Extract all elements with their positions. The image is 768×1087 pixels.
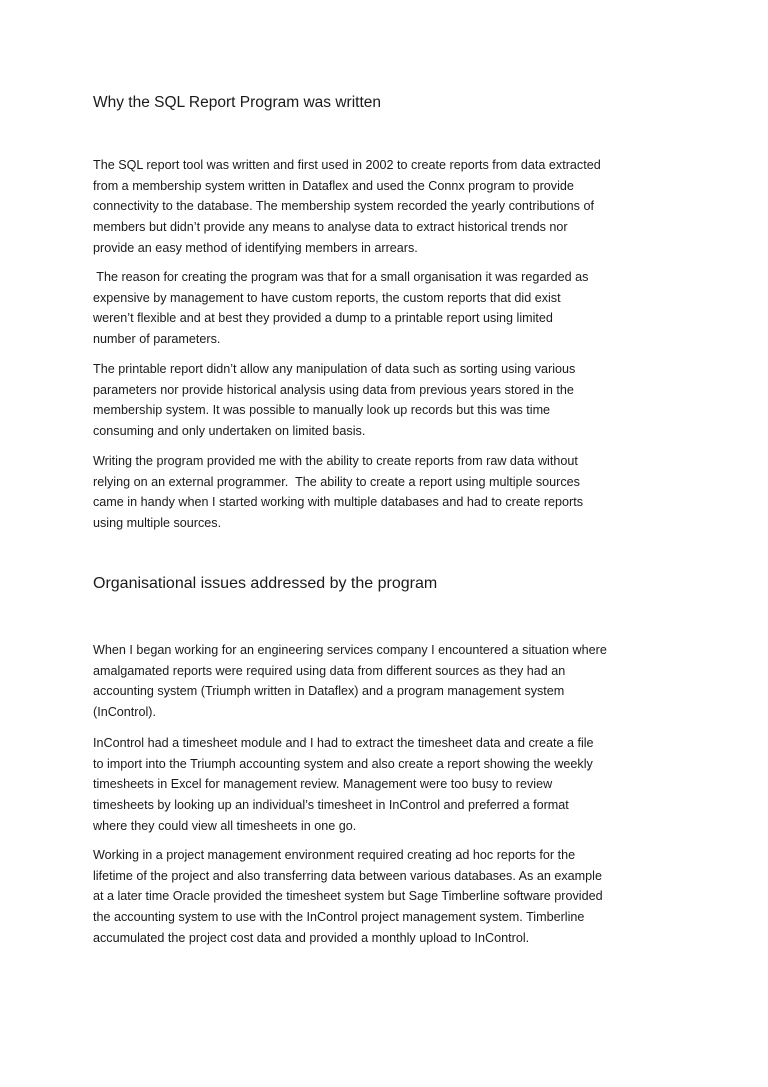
- text-line: accounting system (Triumph written in Dataflex) and a program management system: [93, 684, 565, 699]
- text-line: membership system. It was possible to manually look up records but this was time: [93, 403, 551, 418]
- text-line: members but didn’t provide any means to analyse data to extract historical trends nor: [93, 220, 568, 235]
- text-line: The reason for creating the program was that for a small organisation it was regarded as: [93, 270, 589, 284]
- text-line: accumulated the project cost data and provided a monthly upload to InControl.: [93, 930, 530, 945]
- paragraph-s1-p3: [93, 359, 683, 442]
- text-line: Writing the program provided me with the ability to create reports from raw data without: [93, 454, 578, 468]
- section-heading-organisational: Organisational issues addressed by the program: [93, 575, 438, 592]
- text-line: using multiple sources.: [93, 516, 222, 531]
- text-line: where they could view all timesheets in one go.: [93, 818, 357, 833]
- text-line: The printable report didn’t allow any manipulation of data such as sorting using various: [93, 362, 576, 376]
- text-line: When I began working for an engineering services company I encountered a situation where: [93, 643, 607, 657]
- text-line: timesheets by looking up an individual’s timesheet in InControl and preferred a format: [93, 798, 569, 813]
- text-line: connectivity to the database. The membership system recorded the yearly contributions of: [93, 199, 594, 214]
- paragraph-s2-p2: [93, 733, 683, 837]
- text-line: Working in a project management environment required creating ad hoc reports for the: [93, 848, 576, 862]
- text-line: InControl had a timesheet module and I had to extract the timesheet data and create a file: [93, 736, 594, 750]
- text-line: lifetime of the project and also transferring data between various databases. As an example: [93, 868, 602, 883]
- paragraph-s1-p4: [93, 451, 683, 534]
- text-line: to import into the Triumph accounting system and also create a report showing the weekly: [93, 756, 593, 771]
- paragraph-s2-p3: [93, 845, 683, 949]
- text-line: consuming and only undertaken on limited basis.: [93, 424, 366, 439]
- text-line: expensive by management to have custom reports, the custom reports that did exist: [93, 290, 561, 305]
- section-heading-why: Why the SQL Report Program was written: [93, 94, 381, 111]
- text-line: The SQL report tool was written and first used in 2002 to create reports from data extracted: [93, 158, 601, 172]
- text-line: at a later time Oracle provided the timesheet system but Sage Timberline software provided: [93, 889, 603, 904]
- text-line: parameters nor provide historical analysis using data from previous years stored in the: [93, 382, 574, 397]
- text-line: the accounting system to use with the InControl project management system. Timberline: [93, 910, 585, 925]
- text-line: weren’t flexible and at best they provided a dump to a printable report using limited: [93, 311, 553, 326]
- text-line: from a membership system written in Dataflex and used the Connx program to provide: [93, 178, 574, 193]
- text-line: amalgamated reports were required using data from different sources as they had an: [93, 663, 566, 678]
- text-line: (InControl).: [93, 705, 156, 720]
- text-line: timesheets in Excel for management review. Management were too busy to review: [93, 777, 553, 792]
- paragraph-s1-p1: [93, 155, 683, 259]
- text-line: came in handy when I started working with multiple databases and had to create reports: [93, 495, 584, 510]
- text-line: number of parameters.: [93, 332, 221, 347]
- text-line: relying on an external programmer. The ability to create a report using multiple sources: [93, 474, 580, 489]
- paragraph-s2-p1: [93, 640, 683, 723]
- text-line: provide an easy method of identifying members in arrears.: [93, 240, 418, 255]
- paragraph-s1-p2: [93, 267, 683, 350]
